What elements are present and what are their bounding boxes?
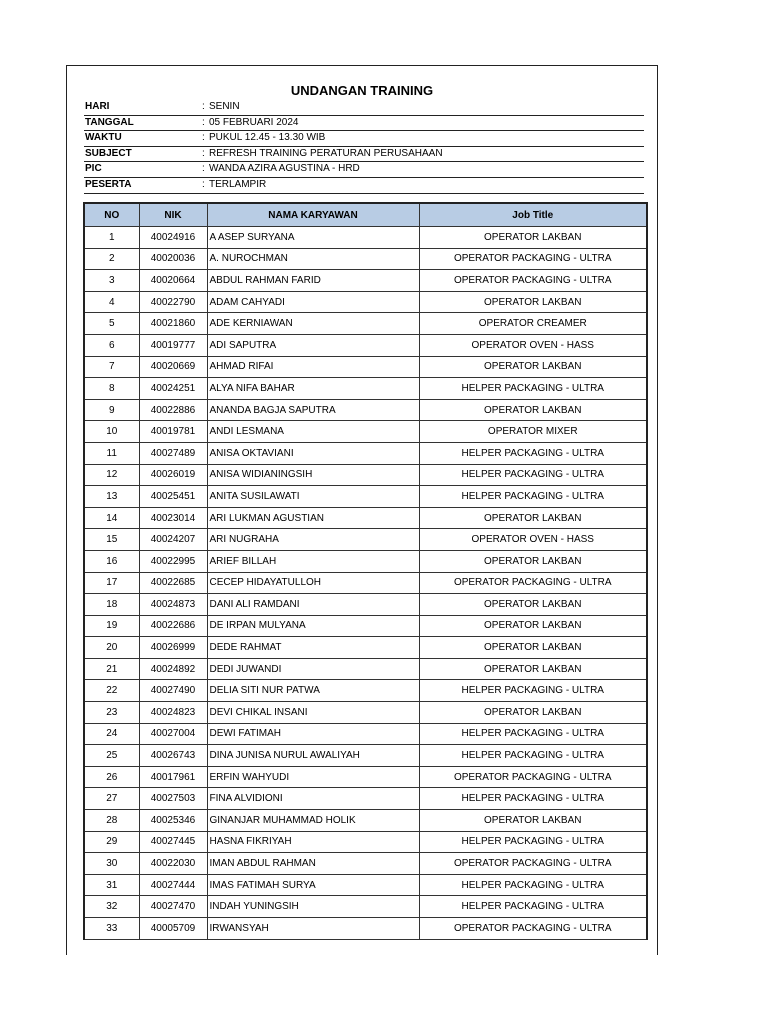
cell-nik: 40027445 [139,831,207,853]
info-row [84,100,644,116]
info-value: TERLAMPIR [209,178,267,190]
cell-nik: 40024873 [139,594,207,616]
cell-nik: 40027489 [139,442,207,464]
cell-nik: 40022685 [139,572,207,594]
cell-job-title: OPERATOR PACKAGING - ULTRA [419,918,647,940]
cell-job-title: HELPER PACKAGING - ULTRA [419,486,647,508]
cell-nik: 40027444 [139,874,207,896]
attendee-table [83,202,648,940]
cell-no: 11 [84,442,139,464]
table-row [84,810,647,832]
cell-nama-karyawan: ANITA SUSILAWATI [207,486,419,508]
cell-job-title: OPERATOR OVEN - HASS [419,529,647,551]
cell-no: 26 [84,766,139,788]
table-row [84,464,647,486]
cell-nama-karyawan: ALYA NIFA BAHAR [207,378,419,400]
column-header-job-title: Job Title [419,203,647,227]
cell-nama-karyawan: ARIEF BILLAH [207,550,419,572]
cell-nik: 40027470 [139,896,207,918]
column-header-nik: NIK [139,203,207,227]
cell-nik: 40023014 [139,507,207,529]
cell-nama-karyawan: ANANDA BAGJA SAPUTRA [207,399,419,421]
cell-nama-karyawan: DANI ALI RAMDANI [207,594,419,616]
table-row [84,227,647,249]
cell-job-title: HELPER PACKAGING - ULTRA [419,378,647,400]
cell-no: 4 [84,291,139,313]
cell-nama-karyawan: ANDI LESMANA [207,421,419,443]
cell-nama-karyawan: DELIA SITI NUR PATWA [207,680,419,702]
cell-nama-karyawan: GINANJAR MUHAMMAD HOLIK [207,810,419,832]
cell-no: 21 [84,658,139,680]
cell-job-title: OPERATOR PACKAGING - ULTRA [419,572,647,594]
cell-job-title: OPERATOR PACKAGING - ULTRA [419,853,647,875]
cell-no: 33 [84,918,139,940]
cell-no: 8 [84,378,139,400]
table-row [84,896,647,918]
cell-no: 3 [84,270,139,292]
table-row [84,702,647,724]
cell-nik: 40025451 [139,486,207,508]
table-header-row [84,203,647,227]
cell-no: 10 [84,421,139,443]
table-row [84,918,647,940]
cell-no: 13 [84,486,139,508]
cell-nik: 40022790 [139,291,207,313]
cell-nik: 40026999 [139,637,207,659]
cell-no: 30 [84,853,139,875]
info-value: SENIN [209,101,240,112]
cell-no: 1 [84,227,139,249]
cell-job-title: OPERATOR PACKAGING - ULTRA [419,248,647,270]
cell-nama-karyawan: DINA JUNISA NURUL AWALIYAH [207,745,419,767]
cell-no: 27 [84,788,139,810]
cell-nik: 40005709 [139,918,207,940]
cell-nama-karyawan: ADI SAPUTRA [207,334,419,356]
table-row [84,334,647,356]
info-colon: : [202,101,205,112]
info-value: PUKUL 12.45 - 13.30 WIB [209,132,326,144]
cell-nik: 40025346 [139,810,207,832]
table-row [84,572,647,594]
cell-no: 2 [84,248,139,270]
cell-nama-karyawan: DEDI JUWANDI [207,658,419,680]
cell-nama-karyawan: DEVI CHIKAL INSANI [207,702,419,724]
cell-job-title: OPERATOR MIXER [419,421,647,443]
table-row [84,507,647,529]
cell-nik: 40027503 [139,788,207,810]
info-label: WAKTU [85,132,122,144]
cell-nama-karyawan: HASNA FIKRIYAH [207,831,419,853]
info-colon: : [202,116,205,128]
table-row [84,291,647,313]
cell-job-title: HELPER PACKAGING - ULTRA [419,680,647,702]
info-colon: : [202,147,205,159]
table-row [84,615,647,637]
info-row [84,147,644,163]
cell-nik: 40021860 [139,313,207,335]
cell-nama-karyawan: ARI NUGRAHA [207,529,419,551]
cell-nik: 40024207 [139,529,207,551]
cell-no: 29 [84,831,139,853]
table-row [84,637,647,659]
cell-no: 22 [84,680,139,702]
info-value: REFRESH TRAINING PERATURAN PERUSAHAAN [209,147,443,159]
info-row [84,116,644,132]
cell-job-title: HELPER PACKAGING - ULTRA [419,831,647,853]
table-row [84,270,647,292]
cell-nama-karyawan: ADE KERNIAWAN [207,313,419,335]
info-value: WANDA AZIRA AGUSTINA - HRD [209,163,360,175]
cell-nik: 40024823 [139,702,207,724]
table-row [84,874,647,896]
info-label: TANGGAL [85,116,134,128]
cell-no: 12 [84,464,139,486]
column-header-no: NO [84,203,139,227]
cell-nik: 40019777 [139,334,207,356]
table-row [84,831,647,853]
cell-nama-karyawan: IRWANSYAH [207,918,419,940]
cell-job-title: OPERATOR LAKBAN [419,658,647,680]
cell-nik: 40022686 [139,615,207,637]
cell-no: 16 [84,550,139,572]
info-colon: : [202,132,205,144]
cell-nik: 40024251 [139,378,207,400]
cell-no: 18 [84,594,139,616]
table-row [84,766,647,788]
cell-job-title: HELPER PACKAGING - ULTRA [419,442,647,464]
cell-no: 19 [84,615,139,637]
cell-no: 15 [84,529,139,551]
info-colon: : [202,163,205,175]
table-row [84,680,647,702]
cell-nama-karyawan: A. NUROCHMAN [207,248,419,270]
cell-nik: 40026019 [139,464,207,486]
table-row [84,550,647,572]
cell-job-title: OPERATOR LAKBAN [419,291,647,313]
cell-job-title: OPERATOR PACKAGING - ULTRA [419,766,647,788]
cell-job-title: OPERATOR LAKBAN [419,550,647,572]
cell-no: 7 [84,356,139,378]
info-value: 05 FEBRUARI 2024 [209,116,299,128]
cell-nama-karyawan: ANISA WIDIANINGSIH [207,464,419,486]
cell-nik: 40026743 [139,745,207,767]
cell-nik: 40024916 [139,227,207,249]
table-row [84,594,647,616]
cell-nik: 40024892 [139,658,207,680]
cell-nik: 40027004 [139,723,207,745]
info-colon: : [202,178,205,190]
cell-nama-karyawan: ARI LUKMAN AGUSTIAN [207,507,419,529]
info-label: HARI [85,101,110,112]
table-row [84,853,647,875]
cell-nik: 40022886 [139,399,207,421]
table-row [84,313,647,335]
info-row [84,162,644,178]
table-row [84,788,647,810]
table-row [84,421,647,443]
cell-job-title: OPERATOR LAKBAN [419,356,647,378]
table-row [84,529,647,551]
cell-nama-karyawan: AHMAD RIFAI [207,356,419,378]
cell-nama-karyawan: FINA ALVIDIONI [207,788,419,810]
cell-job-title: HELPER PACKAGING - ULTRA [419,788,647,810]
cell-no: 20 [84,637,139,659]
cell-nama-karyawan: ANISA OKTAVIANI [207,442,419,464]
cell-nik: 40022995 [139,550,207,572]
cell-no: 17 [84,572,139,594]
cell-nama-karyawan: IMAN ABDUL RAHMAN [207,853,419,875]
info-row [84,131,644,147]
cell-job-title: OPERATOR LAKBAN [419,227,647,249]
document-title: UNDANGAN TRAINING [290,83,434,98]
cell-nama-karyawan: ABDUL RAHMAN FARID [207,270,419,292]
cell-job-title: HELPER PACKAGING - ULTRA [419,874,647,896]
cell-nama-karyawan: ADAM CAHYADI [207,291,419,313]
info-label: PESERTA [85,178,132,190]
cell-nama-karyawan: DE IRPAN MULYANA [207,615,419,637]
table-row [84,248,647,270]
cell-nama-karyawan: INDAH YUNINGSIH [207,896,419,918]
cell-job-title: OPERATOR OVEN - HASS [419,334,647,356]
cell-nik: 40019781 [139,421,207,443]
table-row [84,442,647,464]
cell-nama-karyawan: A ASEP SURYANA [207,227,419,249]
table-row [84,486,647,508]
cell-nik: 40020036 [139,248,207,270]
info-row [84,178,644,194]
cell-no: 28 [84,810,139,832]
cell-nik: 40017961 [139,766,207,788]
cell-job-title: OPERATOR LAKBAN [419,702,647,724]
table-row [84,658,647,680]
cell-job-title: OPERATOR LAKBAN [419,637,647,659]
cell-no: 24 [84,723,139,745]
info-label: SUBJECT [85,147,132,159]
cell-job-title: OPERATOR LAKBAN [419,594,647,616]
table-row [84,399,647,421]
cell-no: 23 [84,702,139,724]
cell-job-title: OPERATOR LAKBAN [419,507,647,529]
cell-no: 9 [84,399,139,421]
cell-job-title: HELPER PACKAGING - ULTRA [419,745,647,767]
cell-job-title: HELPER PACKAGING - ULTRA [419,723,647,745]
table-row [84,723,647,745]
cell-no: 6 [84,334,139,356]
column-header-nama: NAMA KARYAWAN [207,203,419,227]
cell-nama-karyawan: IMAS FATIMAH SURYA [207,874,419,896]
document-sheet [66,65,658,955]
table-row [84,378,647,400]
cell-nama-karyawan: DEDE RAHMAT [207,637,419,659]
cell-job-title: OPERATOR PACKAGING - ULTRA [419,270,647,292]
cell-nik: 40020669 [139,356,207,378]
cell-job-title: OPERATOR LAKBAN [419,399,647,421]
cell-no: 5 [84,313,139,335]
cell-job-title: OPERATOR CREAMER [419,313,647,335]
cell-job-title: OPERATOR LAKBAN [419,810,647,832]
cell-no: 14 [84,507,139,529]
info-label: PIC [85,163,102,175]
cell-no: 25 [84,745,139,767]
cell-nik: 40022030 [139,853,207,875]
cell-no: 32 [84,896,139,918]
invitation-info [84,100,644,194]
cell-no: 31 [84,874,139,896]
cell-nama-karyawan: ERFIN WAHYUDI [207,766,419,788]
cell-job-title: HELPER PACKAGING - ULTRA [419,896,647,918]
cell-nik: 40020664 [139,270,207,292]
table-row [84,745,647,767]
cell-nik: 40027490 [139,680,207,702]
cell-nama-karyawan: CECEP HIDAYATULLOH [207,572,419,594]
cell-job-title: HELPER PACKAGING - ULTRA [419,464,647,486]
table-row [84,356,647,378]
cell-job-title: OPERATOR LAKBAN [419,615,647,637]
cell-nama-karyawan: DEWI FATIMAH [207,723,419,745]
